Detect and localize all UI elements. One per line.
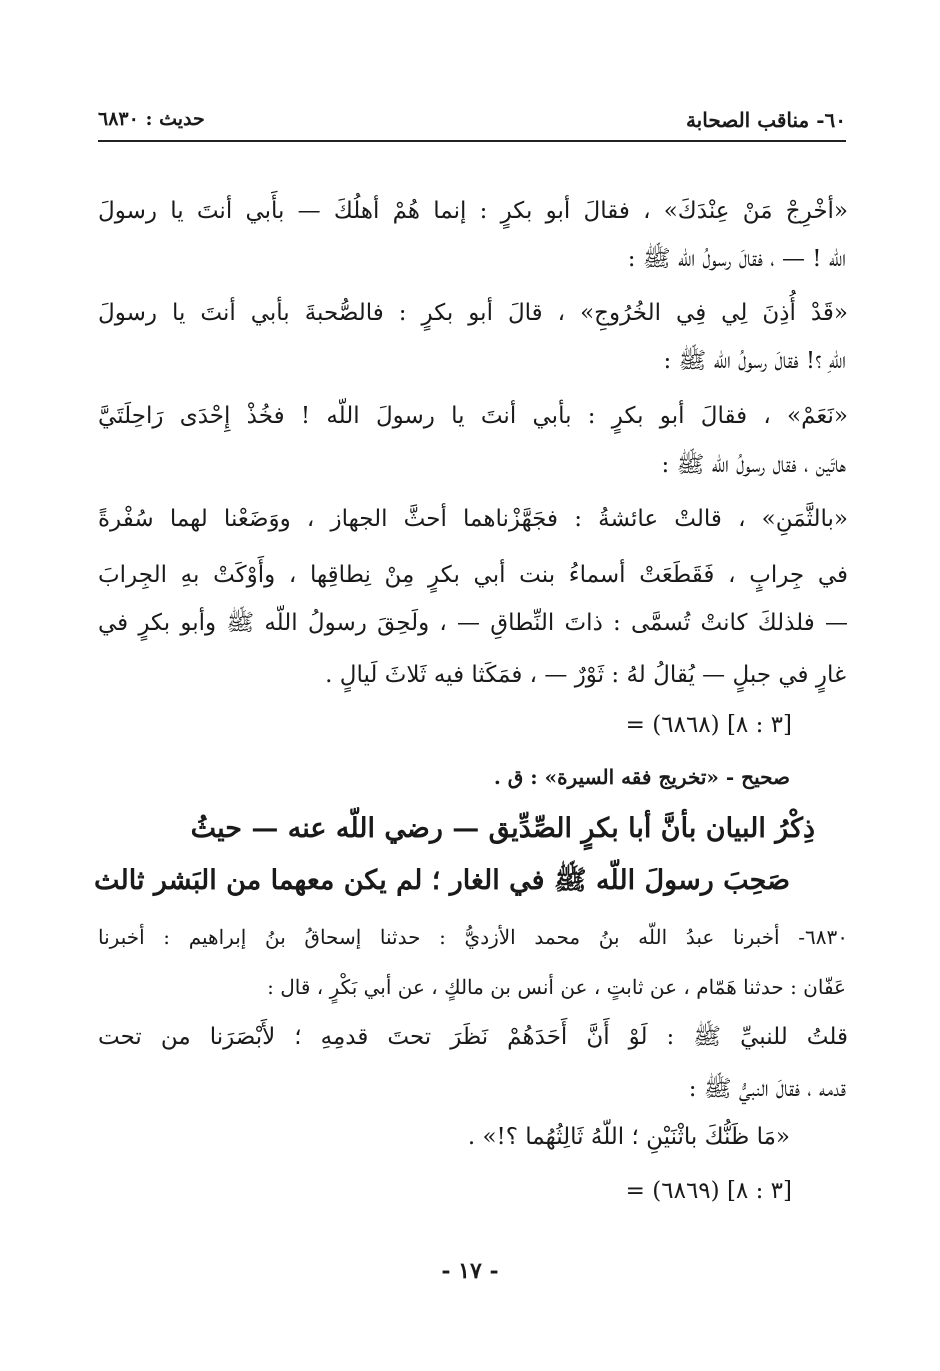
isnad-line: عَفّان : حدثنا هَمّام ، عن ثابتٍ ، عن أنس بن مالكٍ ، عن أبي بَكْرٍ ، قال : — [267, 975, 846, 999]
running-header — [98, 100, 846, 142]
section-heading: ذِكْرُ البيان بأنَّ أبا بكرٍ الصِّدِّيق — رضي اللّه عنه — حيثُ — [190, 813, 815, 844]
section-heading: صَحِبَ رسولَ اللّه ﷺ في الغار ؛ لم يكن معهما من البَشر ثالث — [94, 865, 790, 896]
page-number: - ١٧ - — [441, 1258, 499, 1284]
text-line: «بالثَّمَنِ» ، قالتْ عائشةُ : فجَهَّزْناهما أحثَّ الجهاز ، ووَضَعْنا لهما سُفْرةً — [98, 506, 848, 532]
text-line: «قَدْ أُذِنَ لِي فِي الخُرُوجِ» ، قالَ أبو بكرٍ : فالصُّحبةَ بأبي أنتَ يا رسولَ — [98, 300, 848, 326]
text-line: غارٍ في جبلٍ — يُقالُ لهُ : ثَوْرٌ — ، فمَكَثا فيه ثَلاثَ لَيالٍ . — [325, 662, 846, 688]
reference-line: = (٦٨٦٩) [٣ : ٨] — [625, 1178, 792, 1204]
text-line: هاتَين ، فقال رسولُ اللّه ﷺ : — [661, 452, 846, 478]
text-line: قدمه ، فقالَ النبيُّ ﷺ : — [688, 1076, 846, 1102]
isnad-line: ٦٨٣٠- أخبرنا عبدُ اللّه بنُ محمد الأزديُّ : حدثنا إسحاقُ بنُ إبراهيم : أخبرنا — [98, 925, 848, 949]
text-line: — فلذلكَ كانتْ تُسمَّى : ذاتَ النِّطاقِ — ، ولَحِقَ رسولُ اللّه ﷺ وأبو بكرٍ في — [98, 610, 848, 636]
grading-line: صحيح - «تخريج فقه السيرة» : ق . — [493, 765, 790, 789]
hadith-reference: حديث : ٦٨٣٠ — [98, 108, 205, 130]
text-line: اللّهِ ؟! فقالَ رسولُ اللّه ﷺ : — [663, 348, 846, 374]
text-line: في جِرابٍ ، فَقَطَعَتْ أسماءُ بنت أبي بكرٍ مِنْ نِطاقِها ، وأَوْكَتْ بهِ الجِرابَ — [98, 562, 848, 588]
text-line: «مَا ظَنُّكَ باثْنَيْنِ ؛ اللّهُ ثَالِثُهُما ؟!» . — [467, 1124, 790, 1150]
text-line: اللّه ! — ، فقالَ رسولُ اللّه ﷺ : — [627, 246, 846, 272]
text-line: «نَعَمْ» ، فقالَ أبو بكرٍ : بأبي أنتَ يا رسولَ اللّه ! فخُذْ إِحْدَى رَاحِلَتَيَّ — [98, 403, 848, 429]
text-line: «أخْرِجْ مَنْ عِنْدَكَ» ، فقالَ أبو بكرٍ : إنما هُمْ أهلُكَ — بأَبي أنتَ يا رسولَ — [98, 198, 848, 224]
reference-line: = (٦٨٦٨) [٣ : ٨] — [625, 712, 792, 738]
chapter-title: ٦٠- مناقب الصحابة — [685, 108, 846, 132]
text-line: قلتُ للنبيِّ ﷺ : لَوْ أَنَّ أَحَدَهُمْ نَظَرَ تحتَ قدمِهِ ؛ لأَبْصَرَنا من تحت — [98, 1024, 848, 1050]
